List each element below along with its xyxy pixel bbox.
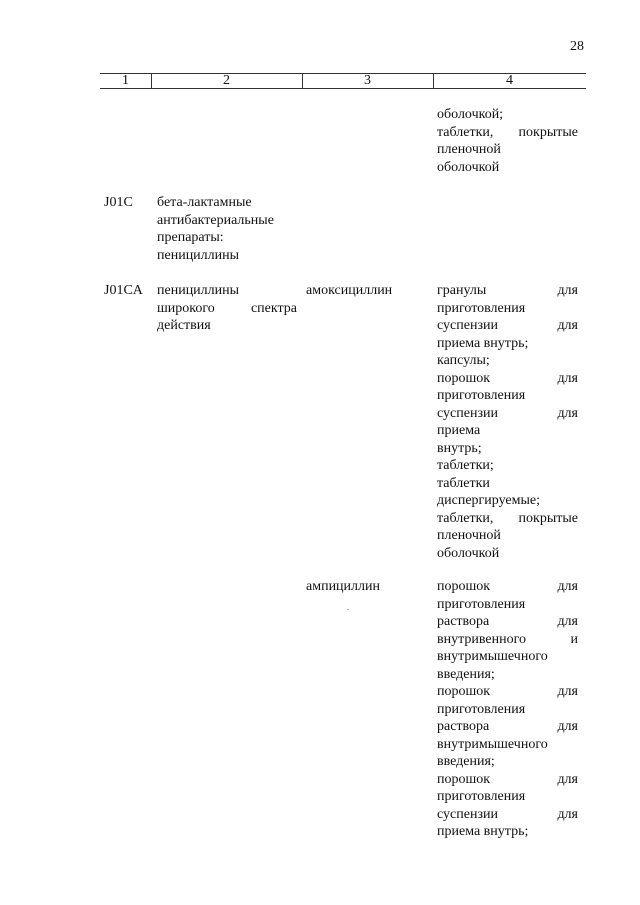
text-line [437, 422, 578, 440]
word: и [570, 631, 578, 647]
word: приготовления [437, 701, 526, 717]
text-line [437, 701, 578, 719]
drug-name: ампициллин [306, 579, 380, 594]
text-line [437, 317, 578, 335]
word: оболочкой [437, 159, 500, 175]
word: порошок [437, 771, 491, 787]
word: для [557, 684, 578, 699]
text-line [437, 440, 578, 458]
text-line [437, 683, 578, 701]
text-line [437, 300, 578, 318]
word: приготовления [437, 596, 526, 612]
word: покрытые [518, 124, 578, 140]
word: приготовления [437, 388, 526, 403]
text-line [157, 212, 297, 230]
word: внутримышечного [437, 736, 548, 752]
text-line [437, 106, 578, 124]
text-line [437, 788, 578, 806]
table-header [100, 73, 586, 89]
text-line [437, 141, 578, 159]
text-line [437, 648, 578, 666]
text-line [437, 596, 578, 614]
atc-code: J01C [104, 195, 133, 210]
text-line [437, 492, 578, 510]
text-line [437, 124, 578, 142]
text-line [157, 247, 297, 265]
word: широкого [157, 300, 215, 316]
word: приготовления [437, 300, 526, 316]
text-line [437, 823, 578, 841]
word: раствора [437, 614, 490, 629]
word: пенициллины [157, 247, 240, 263]
text-line [157, 317, 297, 335]
dosage-forms-cell [437, 106, 578, 176]
text-line [437, 370, 578, 388]
word: таблетки, [437, 510, 494, 526]
text-line [437, 457, 578, 475]
word: порошок [437, 370, 491, 386]
word: введения; [437, 666, 495, 682]
text-line [157, 229, 297, 247]
word: приема [437, 423, 481, 438]
word: приема внутрь; [437, 824, 529, 839]
word: порошок [437, 579, 491, 594]
text-line [437, 527, 578, 545]
text-line [437, 666, 578, 684]
word: действия [157, 318, 211, 333]
word: диспергируемые; [437, 493, 540, 508]
text-line [437, 545, 578, 563]
word: для [557, 370, 578, 386]
text-line [437, 282, 578, 300]
word: для [557, 405, 578, 421]
word: раствора [437, 719, 490, 734]
word: препараты: [157, 230, 224, 245]
word: гранулы [437, 283, 487, 298]
text-line [157, 194, 297, 212]
text-line [157, 282, 297, 300]
text-line [437, 613, 578, 631]
text-line [157, 300, 297, 318]
word: для [557, 579, 578, 594]
word: оболочкой; [437, 107, 504, 122]
text-line [437, 335, 578, 353]
word: для [557, 614, 578, 629]
header-col-4: 4 [506, 73, 513, 88]
text-line [437, 806, 578, 824]
dosage-forms-cell [437, 282, 578, 562]
text-line [437, 736, 578, 754]
word: покрытые [518, 510, 578, 526]
text-line [437, 631, 578, 649]
text-line [437, 718, 578, 736]
dosage-forms-cell [437, 578, 578, 841]
group-name-cell [157, 282, 297, 335]
word: таблетки [437, 475, 490, 491]
word: суспензии [437, 806, 498, 822]
header-col-1: 1 [122, 73, 129, 88]
atc-code: J01CA [104, 283, 143, 298]
header-col-2: 2 [223, 73, 230, 88]
word: таблетки, [437, 124, 494, 140]
word: суспензии [437, 405, 498, 421]
word: для [557, 771, 578, 787]
word: антибактериальные [157, 212, 274, 228]
word: оболочкой [437, 545, 500, 561]
scan-mark [347, 609, 349, 610]
text-line [437, 405, 578, 423]
word: для [557, 719, 578, 734]
text-line [437, 475, 578, 493]
word: для [557, 283, 578, 298]
word: таблетки; [437, 458, 494, 473]
text-line [437, 510, 578, 528]
word: приема внутрь; [437, 335, 529, 351]
word: приготовления [437, 789, 526, 804]
word: суспензии [437, 318, 498, 333]
word: внутривенного [437, 631, 527, 647]
word: бета-лактамные [157, 195, 252, 210]
text-line [437, 771, 578, 789]
text-line [437, 387, 578, 405]
group-name-cell [157, 194, 297, 264]
word: спектра [250, 300, 297, 316]
text-line [437, 159, 578, 177]
drug-name: амоксициллин [306, 283, 393, 298]
word: капсулы; [437, 353, 490, 368]
text-line [437, 753, 578, 771]
text-line [437, 578, 578, 596]
word: для [557, 806, 578, 822]
word: для [557, 318, 578, 333]
word: пленочной [437, 528, 501, 543]
header-col-3: 3 [364, 73, 371, 88]
word: внутримышечного [437, 649, 548, 664]
word: введения; [437, 754, 495, 769]
text-line [437, 352, 578, 370]
word: порошок [437, 684, 491, 699]
word: пленочной [437, 142, 501, 157]
word: внутрь; [437, 440, 482, 456]
page-number: 28 [570, 39, 584, 54]
word: пенициллины [157, 283, 240, 298]
